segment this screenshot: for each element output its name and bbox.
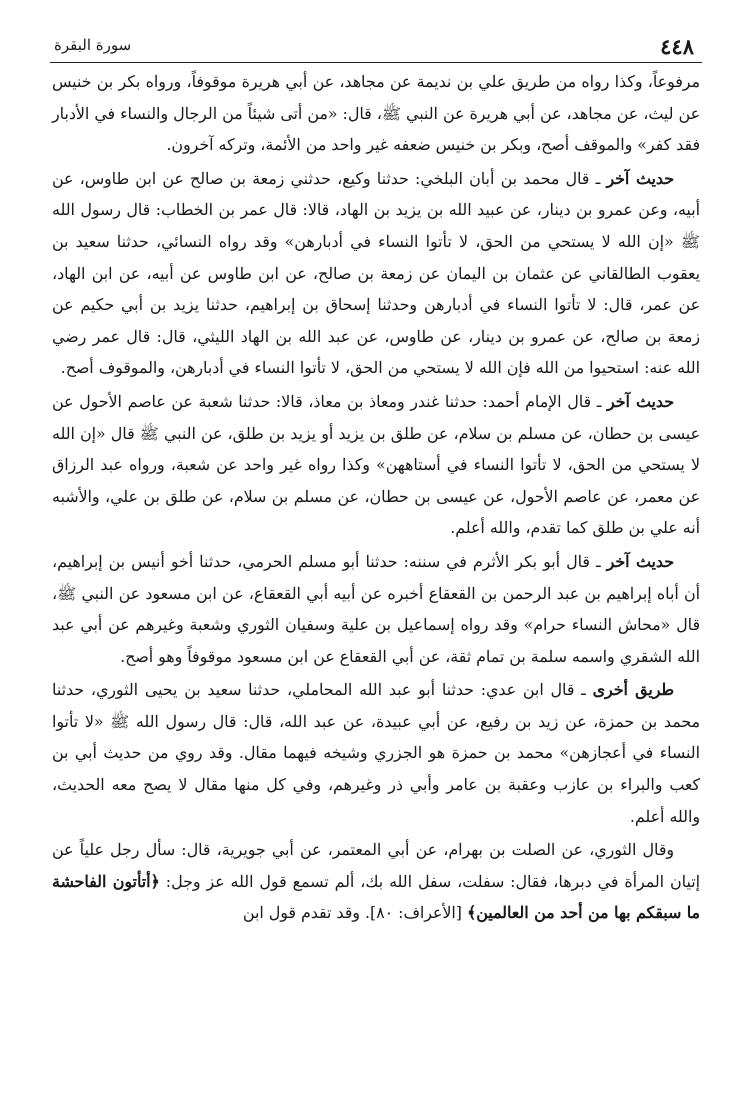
paragraph-text: ـ قال ابن عدي: حدثنا أبو عبد الله المحاملي، حدثنا سعيد بن يحيى الثوري، حدثنا محمد بن حمزة، عن زيد بن رفيع، عن أبي عبيدة، عن عبد الله، قال: قال رسول الله ﷺ «لا تأتوا النساء في أعجازهن» محمد بن حمزة هو الجزري وشيخه فيهما مقال. وقد روي من حديث أبي بن كعب والبراء بن عازب وعقبة بن عامر وأبي ذر وغيرهم، وفي كل منها مقال لا يصح معه الحديث، والله أعلم.: [52, 680, 700, 826]
paragraph-4: [52, 546, 700, 672]
paragraph-6: [52, 834, 700, 929]
paragraph-text: ـ قال محمد بن أبان البلخي: حدثنا وكيع، حدثني زمعة بن صالح عن ابن طاوس، عن أبيه، وعن عمرو بن دينار، عن عبيد الله بن يزيد بن الهاد، قالا: قال عمر بن الخطاب: قال رسول الله ﷺ «إن الله لا يستحي من الحق، لا تأتوا النساء في أدبارهن» وقد رواه النسائي، حدثنا سعيد بن يعقوب الطالقاني عن عثمان بن اليمان عن زمعة بن صالح، عن ابن طاوس عن أبيه، عن ابن الهاد، عن عمر، قال: لا تأتوا النساء في أدبارهن وحدثنا إسحاق بن إبراهيم، حدثنا يزيد بن أبي حكيم عن زمعة بن صالح، عن عمرو بن دينار، عن طاوس، عن عبد الله بن الهاد الليثي، قال: قال عمر رضي الله عنه: استحيوا من الله فإن الله لا يستحي من الحق، لا تأتوا النساء في أدبارهن، والموقوف أصح.: [52, 168, 700, 378]
paragraph-1: [52, 66, 700, 161]
paragraph-5: [52, 674, 700, 832]
surah-title: سورة البقرة: [54, 36, 132, 54]
paragraph-3: [52, 386, 700, 544]
quran-verse: ﴿أتأتون الفاحشة ما سبقكم بها من أحد من العالمين﴾: [52, 871, 700, 923]
page-body: [52, 66, 700, 1081]
paragraph-2: [52, 163, 700, 384]
hadith-lead: حديث آخر: [606, 551, 674, 571]
hadith-lead: طريق أخرى: [592, 680, 675, 700]
paragraph-text: ـ قال الإمام أحمد: حدثنا غندر ومعاذ بن معاذ، قالا: حدثنا شعبة عن عاصم الأحول عن عيسى بن حطان، عن مسلم بن سلام، عن طلق بن يزيد أو يزيد بن طلق، عن النبي ﷺ قال «إن الله لا يستحي من الحق، لا تأتوا النساء في أستاههن» وكذا رواه غير واحد عن شعبة، ورواه عبد الرزاق عن معمر، عن عاصم الأحول، عن عيسى بن حطان، عن مسلم بن سلام، عن طلق بن علي، والأشبه أنه علي بن طلق كما تقدم، والله أعلم.: [52, 391, 700, 538]
page-number: ٤٤٨: [660, 34, 694, 59]
page-header: [50, 30, 702, 63]
paragraph-text: ـ قال أبو بكر الأثرم في سننه: حدثنا أبو مسلم الحرمي، حدثنا أخو أنيس بن إبراهيم، أن أباه إبراهيم بن عبد الرحمن بن القعقاع أخبره عن أبيه أبي القعقاع، عن ابن مسعود عن النبي ﷺ، قال «محاش النساء حرام» وقد رواه إسماعيل بن علية وسفيان الثوري وشعبة وغيرهم عن أبي عبد الله الشقري واسمه سلمة بن تمام ثقة، عن أبي القعقاع عن ابن مسعود موقوفاً وهو أصح.: [52, 551, 700, 666]
hadith-lead: حديث آخر: [606, 168, 674, 188]
paragraph-text: مرفوعاً، وكذا رواه من طريق علي بن نديمة عن مجاهد، عن أبي هريرة موقوفاً، ورواه بكر بن خنيس عن ليث، عن مجاهد، عن أبي هريرة عن النبي ﷺ، قال: «من أتى شيئاً من الرجال والنساء في الأدبار فقد كفر» والموقف أصح، وبكر بن خنيس ضعفه غير واحد من الأئمة، وتركه آخرون.: [52, 72, 700, 155]
verse-citation: [الأعراف: ٨٠]. وقد تقدم قول ابن: [242, 903, 467, 923]
hadith-lead: حديث آخر: [607, 391, 674, 411]
paragraph-text: وقال الثوري، عن الصلت بن بهرام، عن أبي المعتمر، عن أبي جويرية، قال: سأل رجل علياً عن إتيان المرأة في دبرها، فقال: سفلت، سفل الله بك، ألم تسمع قول الله عز وجل:: [52, 840, 700, 891]
